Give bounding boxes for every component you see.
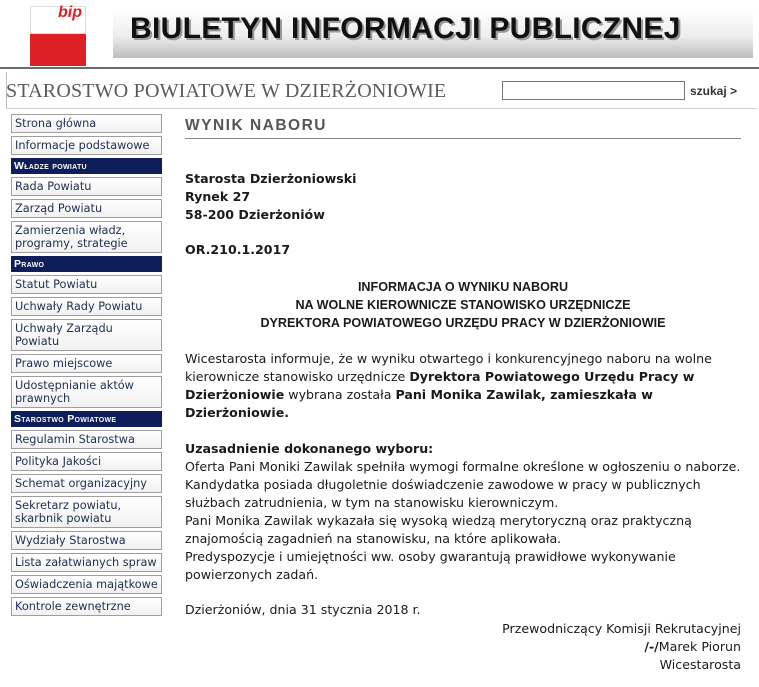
sidebar-link[interactable]: Rada Powiatu [11, 177, 162, 196]
header-divider [0, 67, 759, 69]
document-date: Dzierżoniów, dnia 31 stycznia 2018 r. [185, 602, 421, 617]
sidebar-link[interactable]: Kontrole zewnętrzne [11, 597, 162, 616]
address-block [185, 170, 356, 224]
announcement-headline [185, 278, 741, 332]
sidebar-link[interactable]: Oświadczenia majątkowe [11, 575, 162, 594]
main-content [185, 114, 741, 672]
sidebar-link[interactable]: Wydziały Starostwa [11, 531, 162, 550]
address-line: Rynek 27 [185, 189, 251, 204]
headline-line: DYREKTORA POWIATOWEGO URZĘDU PRACY W DZIERŻONIOWIE [260, 316, 666, 330]
sidebar-link[interactable]: Lista załatwianych spraw [11, 553, 162, 572]
result-text: wybrana została [284, 387, 396, 402]
search-button[interactable]: szukaj > [690, 84, 738, 98]
logo-red-field [30, 34, 86, 66]
sidebar-link[interactable]: Polityka Jakości [11, 452, 162, 471]
sidebar-section-heading: Starostwo Powiatowe [11, 411, 162, 427]
signature-title: Przewodniczący Komisji Rekrutacyjnej [502, 621, 741, 636]
position-name: Dyrektora Powiatowego Urzędu Pracy w Dzierżoniowie [185, 369, 695, 402]
sidebar-link[interactable]: Uchwały Rady Powiatu [11, 297, 162, 316]
signed-mark: /-/ [644, 639, 659, 654]
sidebar-link[interactable]: Strona główna [11, 114, 162, 133]
sidebar-link[interactable]: Regulamin Starostwa [11, 430, 162, 449]
logo-text: bip [58, 4, 82, 21]
sidebar-link[interactable]: Statut Powiatu [11, 275, 162, 294]
sidebar-link[interactable]: Sekretarz powiatu, skarbnik powiatu [11, 496, 162, 528]
sidebar-section-heading: Władze powiatu [11, 158, 162, 174]
justification-heading: Uzasadnienie dokonanego wyboru: [185, 441, 434, 456]
sidebar-nav [11, 114, 162, 619]
page-title: WYNIK NABORU [185, 117, 327, 134]
banner-title: BIULETYN INFORMACJI PUBLICZNEJ [130, 12, 681, 45]
signature-role: Wicestarosta [659, 657, 741, 672]
org-divider [6, 108, 757, 109]
title-divider [185, 138, 741, 139]
org-title[interactable]: STAROSTWO POWIATOWE W DZIERŻONIOWIE [6, 80, 447, 102]
result-paragraph [185, 350, 741, 422]
justification-text: Oferta Pani Moniki Zawilak spełniła wymogi formalne określone w ogłoszeniu o naborze. Kandydatka posiada długoletnie doświadczenie zawodowe w pracy w publicznych służbach zatrudnienia, w tym na stanowisku kierowniczym. [185, 459, 741, 510]
bip-logo[interactable] [30, 6, 86, 66]
justification-text: Predyspozycje i umiejętności ww. osoby gwarantują prawidłowe wykonywanie powierzonych zadań. [185, 549, 676, 582]
sidebar-link[interactable]: Schemat organizacyjny [11, 474, 162, 493]
sidebar-link[interactable]: Zamierzenia władz, programy, strategie [11, 221, 162, 253]
sidebar-link[interactable]: Informacje podstawowe [11, 136, 162, 155]
sidebar-link[interactable]: Zarząd Powiatu [11, 199, 162, 218]
sidebar-link[interactable]: Udostępnianie aktów prawnych [11, 376, 162, 408]
result-text: Wicestarosta informuje, że w wyniku otwartego i konkurencyjnego naboru na wolne kierownicze stanowisko urzędnicze [185, 351, 712, 384]
search-input[interactable] [502, 81, 685, 100]
headline-line: NA WOLNE KIEROWNICZE STANOWISKO URZĘDNICZE [295, 298, 631, 312]
justification-text: Pani Monika Zawilak wykazała się wysoką wiedzą merytoryczną oraz praktyczną znajomością zagadnień na stanowisku, na które aplikowała. [185, 513, 692, 546]
headline-line: INFORMACJA O WYNIKU NABORU [357, 280, 569, 294]
justification-block [185, 440, 741, 584]
address-line: Starosta Dzierżoniowski [185, 171, 357, 186]
signature-block [502, 620, 741, 674]
signature-name-line [502, 638, 741, 656]
sidebar-section-heading: Prawo [11, 256, 162, 272]
address-line: 58-200 Dzierżoniów [185, 207, 325, 222]
reference-number: OR.210.1.2017 [185, 242, 291, 257]
signature-name: Marek Piorun [658, 639, 741, 654]
selected-candidate: Pani Monika Zawilak, zamieszkała w Dzierżoniowie. [185, 387, 653, 420]
sidebar-link[interactable]: Uchwały Zarządu Powiatu [11, 319, 162, 351]
sidebar-link[interactable]: Prawo miejscowe [11, 354, 162, 373]
